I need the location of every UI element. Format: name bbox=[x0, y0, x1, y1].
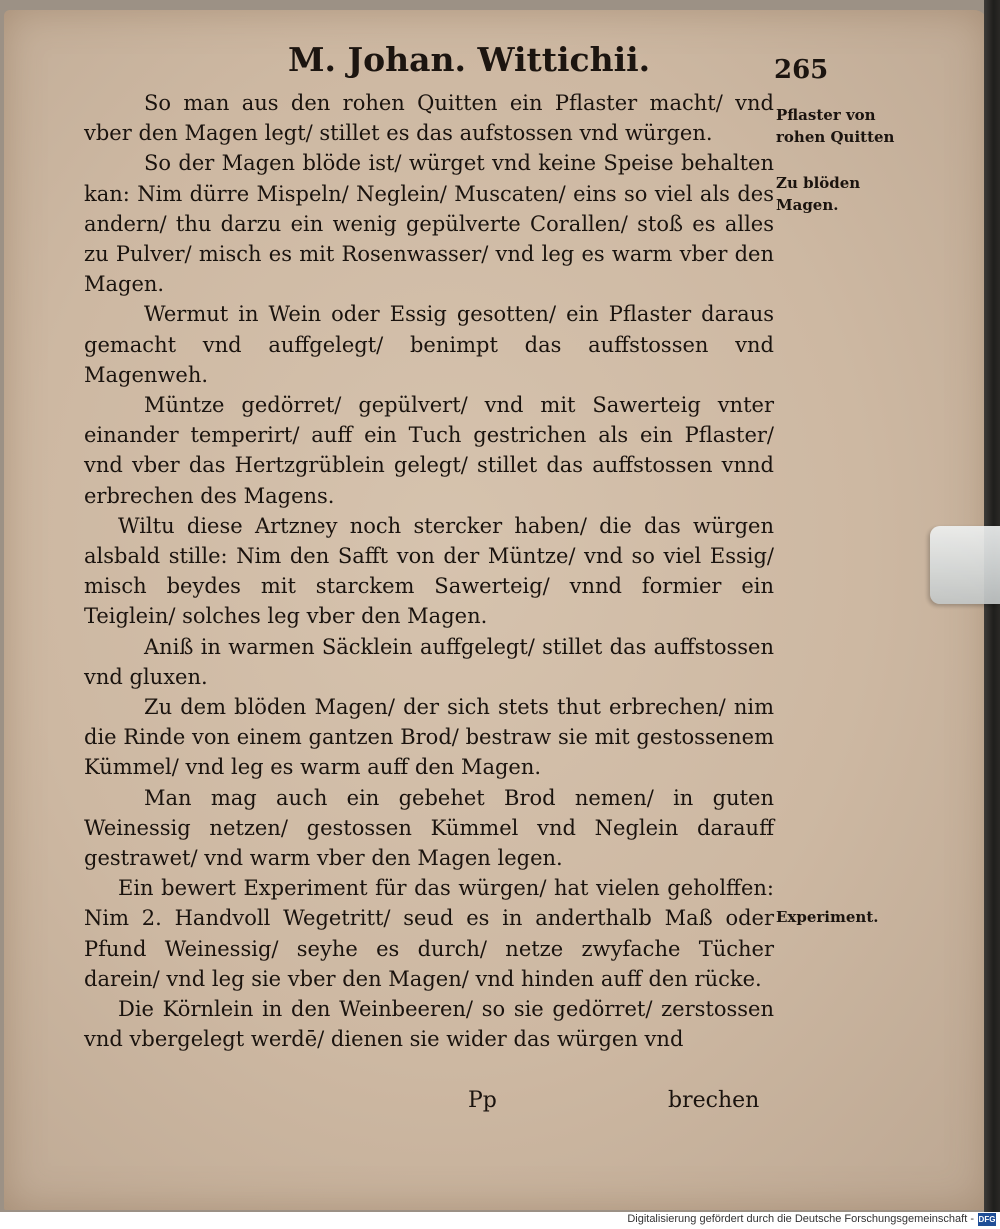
paragraph: Wermut in Wein oder Essig gesotten/ ein Pflaster daraus gemacht vnd auffgelegt/ benimpt das auffstossen vnd Magenweh. bbox=[84, 302, 774, 387]
signature-mark: Pp bbox=[468, 1088, 497, 1113]
running-header: M. Johan. Wittichii. bbox=[288, 40, 651, 79]
body-text bbox=[84, 88, 774, 1055]
page-number: 265 bbox=[774, 55, 829, 85]
margin-note-quitten: Pflaster von rohen Quitten bbox=[776, 106, 895, 146]
paragraph: Wiltu diese Artzney noch stercker haben/ die das würgen alsbald stille: Nim den Safft von der Müntze/ vnd so viel Essig/ misch beydes mit starckem Sawerteig/ vnnd formier ein Teiglein/ solches leg vber den Magen. bbox=[84, 513, 774, 629]
paragraph: Zu dem blöden Magen/ der sich stets thut erbrechen/ nim die Rinde von einem gantzen Brod/ bestraw sie mit gestossenem Kümmel/ vnd leg es warm auff den Magen. bbox=[84, 695, 774, 780]
book-spine bbox=[984, 0, 1000, 1212]
dfg-logo: DFG bbox=[978, 1215, 996, 1224]
paragraph: So der Magen blöde ist/ würget vnd keine Speise behalten kan: Nim dürre Mispeln/ Neglein/ Muscaten/ eins so viel als des andern/ thu darzu ein wenig gepülverte Corallen/ stoß es alles zu Pulver/ misch es mit Rosenwasser/ vnd leg es warm vber den Magen. bbox=[84, 151, 774, 297]
paragraph: Ein bewert Experiment für das würgen/ hat vielen geholffen: Nim 2. Handvoll Wegetritt/ seud es in anderthalb Maß oder Pfund Weinessig/ seyhe es durch/ netze zwyfache Tücher darein/ vnd leg sie vber den Magen/ vnd hinden auff den rücke. bbox=[84, 876, 774, 991]
paragraph: So man aus den rohen Quitten ein Pflaster macht/ vnd vber den Magen legt/ stillet es das aufstossen vnd würgen. bbox=[84, 91, 774, 146]
paragraph: Aniß in warmen Säcklein auffgelegt/ stillet das auffstossen vnd gluxen. bbox=[84, 634, 774, 689]
catchword: brechen bbox=[668, 1088, 760, 1113]
paragraph: Man mag auch ein gebehet Brod nemen/ in guten Weinessig netzen/ gestossen Kümmel vnd Neglein darauff gestrawet/ vnd warm vber den Magen legen. bbox=[84, 785, 774, 871]
paragraph: Die Körnlein in den Weinbeeren/ so sie gedörret/ zerstossen vnd vbergelegt werdē/ dienen sie wider das würgen vnd bbox=[84, 997, 774, 1052]
margin-note-magen: Zu blöden Magen. bbox=[776, 174, 861, 214]
margin-note-experiment: Experiment. bbox=[776, 908, 879, 926]
footer-credit: Digitalisierung gefördert durch die Deutsche Forschungsgemeinschaft - bbox=[627, 1213, 974, 1225]
page-clip bbox=[930, 526, 1000, 604]
paragraph: Müntze gedörret/ gepülvert/ vnd mit Sawerteig vnter einander temperirt/ auff ein Tuch gestrichen als ein Pflaster/ vnd vber das Hertzgrüblein gelegt/ stillet das auffstossen vnnd erbrechen des Magens. bbox=[84, 393, 774, 508]
